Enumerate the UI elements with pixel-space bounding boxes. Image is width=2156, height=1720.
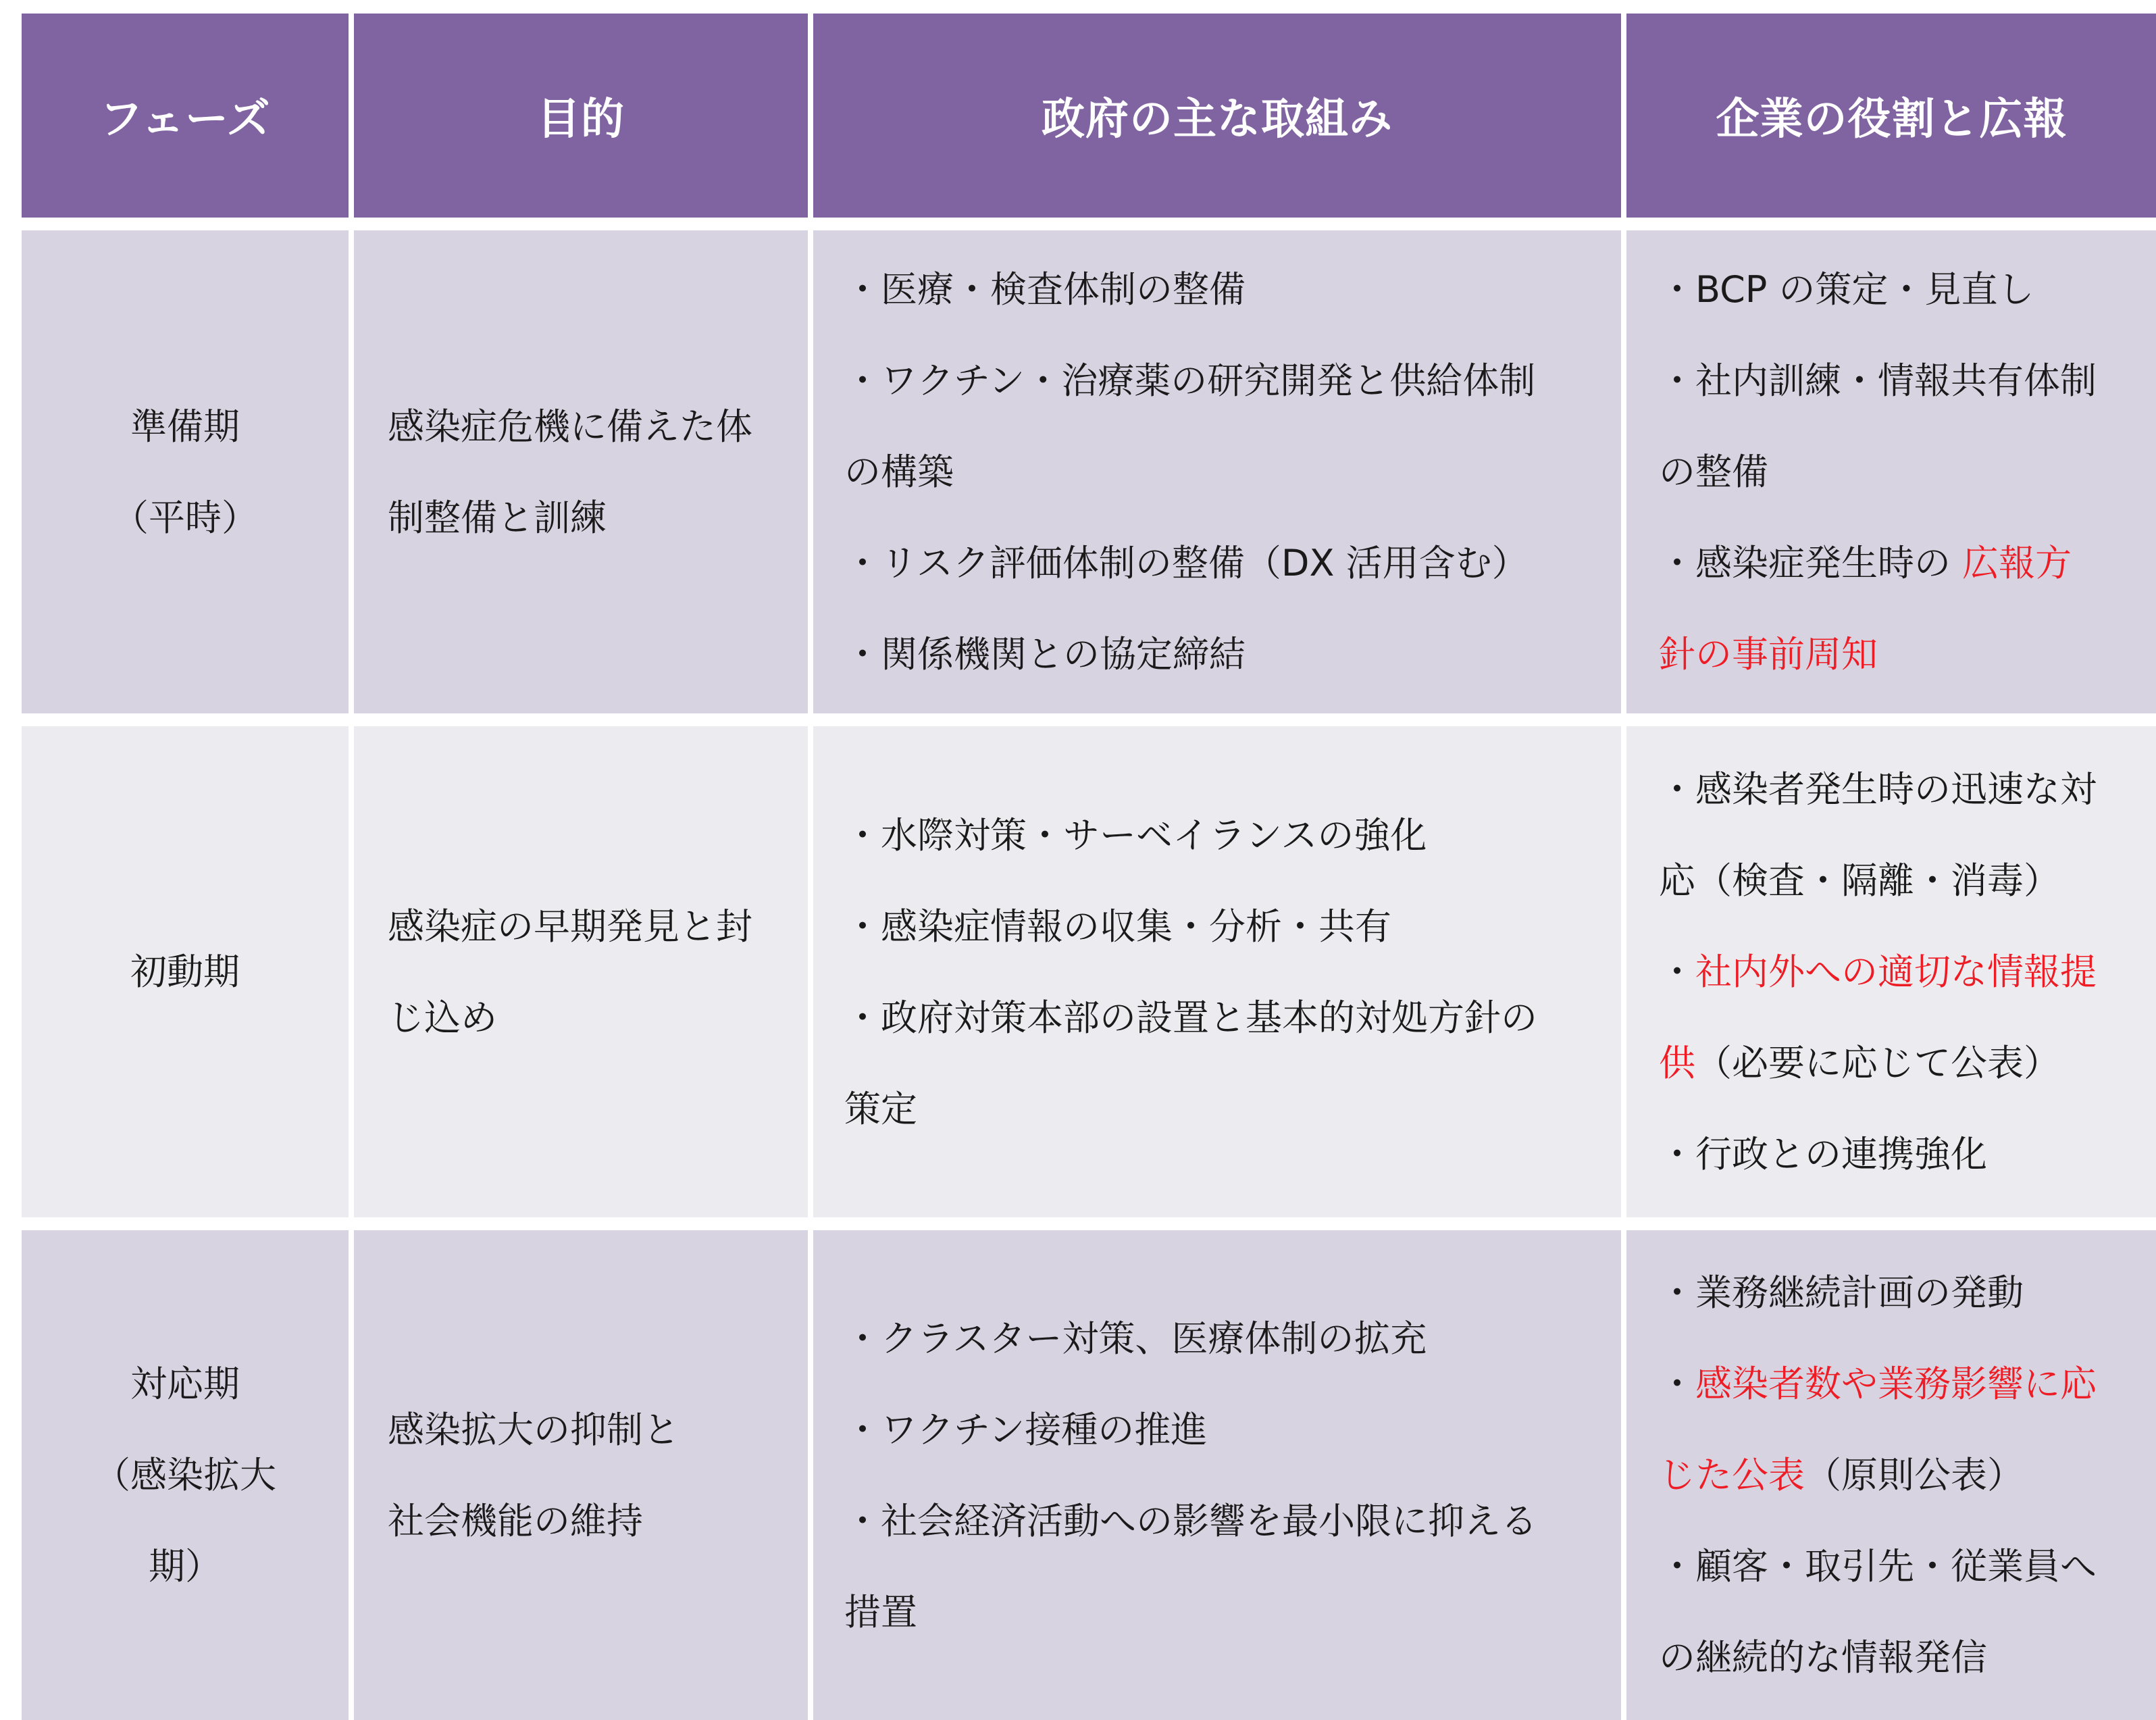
government-line: の構築: [844, 451, 954, 493]
purpose-line: 感染症危機に備えた体: [388, 405, 752, 448]
government-line: ・クラスター対策、医療体制の拡充: [844, 1317, 1427, 1360]
purpose-line: 制整備と訓練: [388, 496, 607, 539]
purpose-line: じ込め: [388, 996, 497, 1039]
corporate-cell-initial: [1626, 726, 2156, 1217]
government-line: ・ワクチン接種の推進: [844, 1408, 1208, 1451]
government-line: ・リスク評価体制の整備（DX 活用含む）: [844, 542, 1529, 584]
government-line: ・感染症情報の収集・分析・共有: [844, 905, 1391, 948]
government-line: 措置: [844, 1590, 917, 1634]
corporate-gap: [1951, 542, 1962, 584]
corporate-line: [1659, 517, 2136, 609]
government-cell-response: [813, 1230, 1621, 1720]
corporate-line: ・BCP の策定・見直し: [1659, 268, 2034, 311]
corporate-cell-response: [1626, 1230, 2156, 1720]
phase-cell-preparation: [22, 230, 349, 713]
corporate-text: （原則公表）: [1805, 1454, 2024, 1496]
corporate-line: [1659, 1338, 2136, 1430]
phase-cell-initial: [22, 726, 349, 1217]
purpose-line: 感染拡大の抑制と: [388, 1408, 679, 1451]
corporate-highlight: 社内外への適切な情報提: [1695, 951, 2097, 993]
government-line: ・政府対策本部の設置と基本的対処方針の: [844, 996, 1537, 1039]
header-purpose: 目的: [354, 14, 808, 218]
phase-sublabel: （平時）: [112, 496, 258, 539]
corporate-line: 応（検査・隔離・消毒）: [1659, 859, 2060, 902]
header-government-actions: 政府の主な取組み: [813, 14, 1621, 218]
purpose-line: 社会機能の維持: [388, 1499, 643, 1542]
header-phase: フェーズ: [22, 14, 349, 218]
government-line: ・ワクチン・治療薬の研究開発と供給体制: [844, 359, 1536, 402]
government-line: 策定: [844, 1087, 917, 1130]
corporate-highlight: 針の事前周知: [1659, 633, 1878, 676]
government-cell-preparation: [813, 230, 1621, 713]
phase-sublabel: 期）: [149, 1545, 222, 1588]
corporate-highlight: 広報方: [1962, 542, 2072, 584]
purpose-cell-preparation: [354, 230, 808, 713]
phase-cell-response: [22, 1230, 349, 1720]
phase-sublabel: （感染拡大: [94, 1454, 276, 1496]
corporate-line: [1659, 926, 2136, 1017]
corporate-line: ・社内訓練・情報共有体制: [1659, 359, 2097, 402]
corporate-line: の継続的な情報発信: [1659, 1636, 1987, 1679]
corporate-text: ・感染症発生時の: [1659, 542, 1951, 584]
bullet: ・: [1659, 951, 1695, 993]
header-corporate-role: 企業の役割と広報: [1626, 14, 2156, 218]
government-line: ・関係機関との協定締結: [844, 633, 1246, 676]
corporate-line: ・行政との連携強化: [1659, 1133, 1987, 1175]
corporate-line: [1659, 1430, 2136, 1521]
purpose-cell-response: [354, 1230, 808, 1720]
government-line: ・水際対策・サーベイランスの強化: [844, 813, 1427, 857]
corporate-highlight: じた公表: [1659, 1454, 1805, 1496]
corporate-highlight: 感染者数や業務影響に応: [1695, 1363, 2097, 1405]
corporate-line: ・業務継続計画の発動: [1659, 1271, 2024, 1314]
purpose-line: 感染症の早期発見と封: [388, 905, 752, 948]
government-line: ・社会経済活動への影響を最小限に抑える: [844, 1499, 1537, 1542]
phase-table: [22, 14, 2156, 1720]
phase-label: 準備期: [130, 405, 240, 448]
corporate-text: （必要に応じて公表）: [1695, 1042, 2060, 1084]
corporate-line: ・感染者発生時の迅速な対: [1659, 768, 2097, 811]
corporate-line: の整備: [1659, 451, 1768, 493]
government-cell-initial: [813, 726, 1621, 1217]
corporate-highlight: 供: [1659, 1042, 1695, 1084]
phase-label: 初動期: [130, 951, 240, 993]
phase-label: 対応期: [130, 1363, 240, 1405]
bullet: ・: [1659, 1363, 1695, 1405]
corporate-cell-preparation: [1626, 230, 2156, 713]
corporate-line: ・顧客・取引先・従業員へ: [1659, 1545, 2097, 1588]
purpose-cell-initial: [354, 726, 808, 1217]
government-line: ・医療・検査体制の整備: [844, 268, 1246, 311]
corporate-line: [1659, 1017, 2136, 1109]
